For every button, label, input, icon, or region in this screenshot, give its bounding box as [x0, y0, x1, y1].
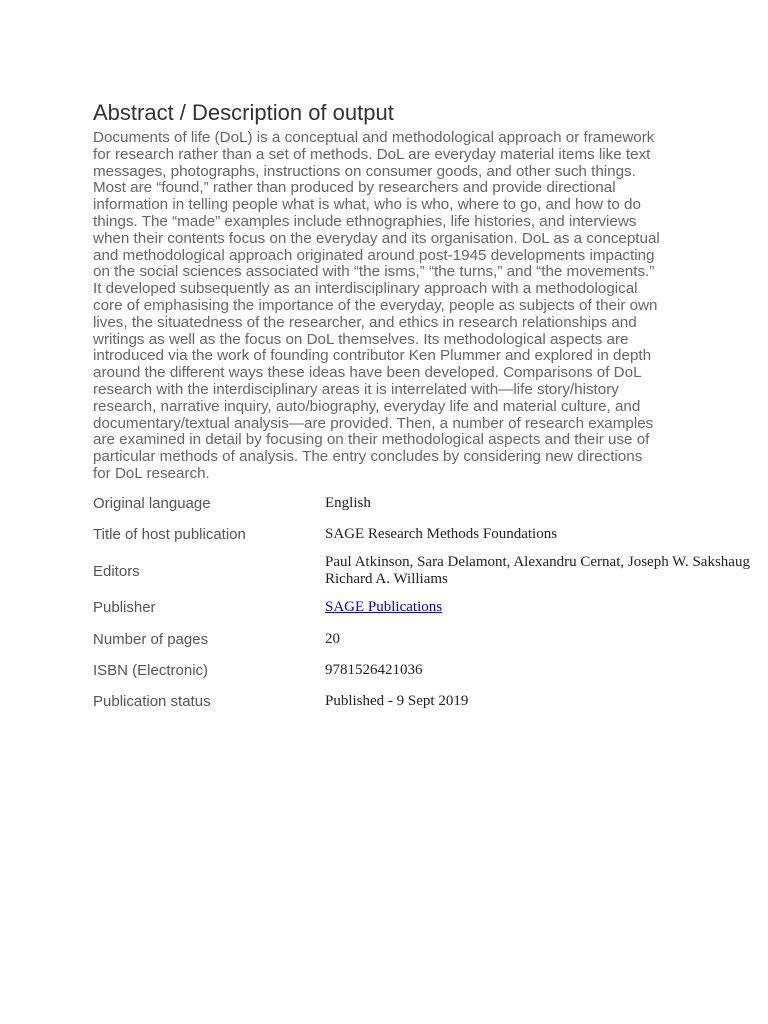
details-table — [93, 488, 768, 718]
detail-label: Publication status — [93, 693, 211, 711]
detail-value — [325, 592, 768, 623]
abstract-line: for research rather than a set of methods. DoL are everyday material items like text — [93, 145, 651, 163]
editors-line-2: Richard A. Williams — [325, 571, 448, 588]
detail-row-pages — [93, 624, 768, 655]
abstract-line: writings as well as the focus on DoL themselves. Its methodological aspects are — [93, 330, 629, 348]
detail-value — [325, 550, 768, 592]
abstract-line: documentary/textual analysis—are provided. Then, a number of research examples — [93, 414, 654, 432]
detail-value: English — [325, 494, 371, 511]
abstract-line: It developed subsequently as an interdisciplinary approach with a methodological — [93, 280, 638, 298]
abstract-line: and methodological approach originated around post-1945 developments impacting — [93, 246, 655, 264]
abstract-line: research with the interdisciplinary areas it is interrelated with—life story/history — [93, 380, 619, 398]
abstract-line: things. The “made” examples include ethnographies, life histories, and interviews — [93, 212, 637, 230]
abstract-line: Documents of life (DoL) is a conceptual and methodological approach or framework — [93, 129, 655, 146]
abstract-line: on the social sciences associated with “the isms,” “the turns,” and “the movements.” — [93, 263, 655, 281]
abstract-line: research, narrative inquiry, auto/biography, everyday life and material culture, and — [93, 397, 641, 415]
detail-label: Publisher — [93, 599, 156, 617]
abstract-line: messages, photographs, instructions on consumer goods, and other such things. — [93, 162, 636, 180]
abstract-line: lives, the situatedness of the researcher, and ethics in research relationships and — [93, 313, 637, 331]
abstract-line: introduced via the work of founding contributor Ken Plummer and explored in depth — [93, 347, 652, 365]
detail-row-publisher — [93, 592, 768, 623]
detail-label: ISBN (Electronic) — [93, 662, 209, 680]
detail-label: Editors — [93, 562, 140, 580]
abstract-line: information in telling people what is what, who is who, where to go, and how to do — [93, 196, 641, 214]
detail-value: SAGE Research Methods Foundations — [325, 526, 558, 543]
research-output-section — [93, 98, 768, 718]
detail-row-host-publication — [93, 519, 768, 550]
abstract-line: are examined in detail by focusing on their methodological aspects and their use of — [93, 431, 650, 449]
detail-row-editors — [93, 550, 768, 592]
detail-label: Title of host publication — [93, 526, 246, 544]
detail-value: 9781526421036 — [325, 662, 423, 679]
publisher-link[interactable]: SAGE Publications — [325, 599, 443, 616]
detail-label: Number of pages — [93, 630, 209, 648]
abstract-line: Most are “found,” rather than produced by researchers and provide directional — [93, 179, 616, 197]
section-heading: Abstract / Description of output — [93, 100, 394, 125]
abstract-text — [93, 130, 673, 483]
abstract-line: particular methods of analysis. The entry concludes by considering new directions — [93, 448, 643, 466]
detail-value: Published - 9 Sept 2019 — [325, 693, 469, 710]
abstract-line: core of emphasising the importance of the everyday, people as subjects of their own — [93, 296, 658, 314]
detail-row-original-language — [93, 488, 768, 519]
detail-row-isbn — [93, 655, 768, 686]
detail-label: Original language — [93, 494, 211, 512]
abstract-line: for DoL research. — [93, 464, 210, 482]
abstract-line: around the different ways these ideas have been developed. Comparisons of DoL — [93, 364, 642, 382]
detail-row-status — [93, 686, 768, 717]
detail-value: 20 — [325, 630, 340, 647]
editors-line-1: Paul Atkinson, Sara Delamont, Alexandru Cernat, Joseph W. Sakshaug — [325, 554, 750, 571]
abstract-line: when their contents focus on the everyday and its organisation. DoL as a conceptual — [93, 229, 660, 247]
